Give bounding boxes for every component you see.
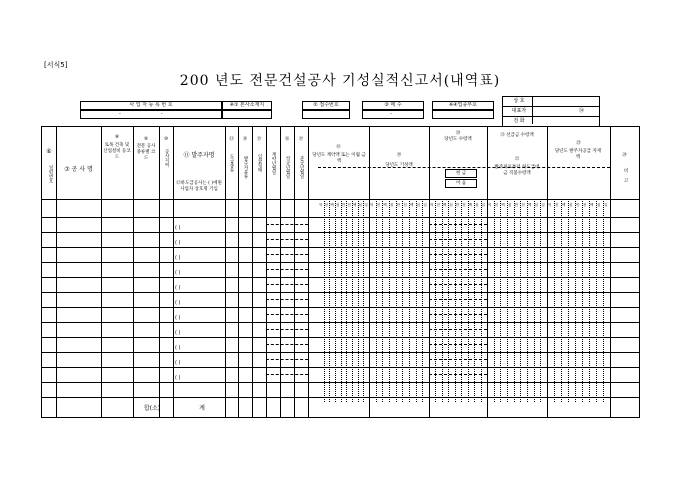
subcontract-paren[interactable]: ( ) [175, 375, 181, 381]
unit-label: 억 [370, 203, 374, 207]
unit-label: 십 [358, 203, 363, 207]
start-no: ⑯ [284, 137, 290, 142]
seal-mark: ㉞ [579, 108, 585, 114]
unit-label: 십 [449, 203, 453, 207]
subcontract-paren[interactable]: ( ) [175, 225, 181, 231]
unit-label: 천 [583, 203, 587, 207]
unit-label: 백 [590, 203, 594, 207]
unit-label: 백 [330, 203, 334, 207]
unit-label: 십 [416, 203, 421, 207]
unit-label: 십 [508, 203, 512, 207]
unit-label: 백 [383, 203, 387, 207]
advance-label: 선급금 수령액 [506, 133, 534, 138]
unit-label: 십 [597, 203, 601, 207]
received-no: ⑳ [455, 131, 461, 136]
form-number: [서식5] [44, 61, 68, 69]
unit-label: 백 [468, 203, 473, 207]
company-info-table [502, 96, 600, 127]
contract-date-label: 계약년월일 [271, 151, 276, 175]
bid-type-no: ⑮ [256, 137, 262, 142]
project-name-label: 공 사 명 [71, 166, 93, 173]
col8-no: ⑧ [114, 135, 120, 140]
serial-no: ⑥ [46, 148, 52, 155]
unit-label: 백 [410, 203, 414, 207]
unit-label: 천 [376, 203, 381, 207]
unit-label: 일 [481, 203, 485, 207]
unit-label: 십 [336, 203, 340, 207]
unit-label: 일 [604, 203, 608, 207]
total-label: 합(소) [143, 405, 161, 412]
own-material-label: 당년도 발주자공급 자재액 [554, 149, 602, 160]
unit-label: 일 [364, 203, 368, 207]
main-table [41, 126, 640, 418]
unit-label: 천 [403, 203, 407, 207]
contract-amount-no: ⑱ [336, 145, 341, 150]
unit-label: 천 [347, 203, 351, 207]
unit-label: 억 [548, 203, 552, 207]
complete-no: ⑰ [298, 137, 304, 142]
hq-location-label: ※① 본사소재지 [222, 101, 272, 110]
unit-label: 백 [353, 203, 357, 207]
unit-label: 억 [319, 203, 323, 207]
unit-label: 천 [324, 203, 329, 207]
unit-label: 만 [576, 203, 580, 207]
unit-label: 십 [534, 203, 539, 207]
subcontract-paren[interactable]: ( ) [175, 285, 181, 291]
unit-label: 백 [442, 203, 447, 207]
unit-label: 천 [494, 203, 499, 207]
complete-date-label: 준공년월일 [299, 155, 304, 179]
pages-label: ③ 매 수 [362, 101, 424, 110]
unit-label: 일 [541, 203, 545, 207]
unit-label: 억 [488, 203, 492, 207]
col10-label: 공사지역 [164, 149, 169, 167]
unit-label: 십 [390, 203, 394, 207]
subcontract-no: ⑫ [176, 181, 181, 186]
unit-label: 만 [341, 203, 346, 207]
industry-code-field[interactable] [432, 110, 494, 119]
sub-type-label: 도급종류 [229, 154, 234, 172]
subcontract-paren[interactable]: ( ) [175, 330, 181, 336]
unit-label: 천 [462, 203, 466, 207]
unit-label: 만 [514, 203, 519, 207]
orderer-type-label: 발주자분류 [243, 155, 248, 179]
unit-label: 천 [436, 203, 440, 207]
phone-label: 전 화 [513, 118, 525, 124]
representative-label: 대표자 [511, 108, 527, 114]
biz-reg-no-field[interactable]: - - [80, 110, 222, 119]
subcontract-paren[interactable]: ( ) [175, 360, 181, 366]
performance-no: ⑲ [396, 153, 402, 158]
unit-label: 십 [569, 203, 573, 207]
trade-name-label: 상 호 [513, 98, 525, 104]
col9-no: ⑨ [143, 137, 149, 142]
subcontract-paren[interactable]: ( ) [175, 270, 181, 276]
industry-code-label: ※④업종부호 [432, 101, 494, 110]
pages-field[interactable]: - [362, 110, 424, 119]
subcontract-paren[interactable]: ( ) [175, 345, 181, 351]
unit-label: 백 [528, 203, 532, 207]
unit-label: 일 [423, 203, 427, 207]
unit-label: 백 [562, 203, 566, 207]
received-label: 당년도 수령액 [444, 137, 472, 142]
hq-location-field[interactable] [222, 110, 272, 119]
unit-label: 천 [555, 203, 559, 207]
advance-no: ㉑ [500, 133, 505, 138]
col10-no: ⑩ [163, 137, 169, 142]
direct-label: 발주처로부터 하도급대금 직불수령액 [494, 165, 540, 176]
cash-label: 현 금 [445, 169, 477, 178]
direct-no: ㉒ [514, 157, 520, 162]
orderer-type-no: ⑭ [242, 137, 248, 142]
own-no: ㉓ [576, 141, 581, 146]
unit-label: 만 [396, 203, 401, 207]
receipt-no-field[interactable] [302, 110, 350, 119]
serial-label: 일련번호 [48, 165, 53, 183]
subcontract-paren[interactable]: ( ) [175, 255, 181, 261]
page-title: 200 년도 전문건설공사 기성실적신고서(내역표) [179, 73, 501, 89]
unit-label: 만 [455, 203, 460, 207]
bid-type-label: 입찰형태 [257, 154, 262, 172]
unit-label: 백 [501, 203, 505, 207]
start-date-label: 착공년월일 [285, 155, 290, 179]
biz-reg-no-label: 사 업 자 등 록 번 호 [80, 101, 222, 110]
contract-amount-label: 당년도 계약액 또는 이월 금액 [312, 153, 366, 164]
sub-no: ⑬ [229, 137, 234, 142]
col8-label: 토목 건축 및 산업설비 등코드 [103, 143, 131, 160]
col9-label: 전문 공사 종류별 코드 [136, 144, 156, 161]
performance-label: 당년도 기성액 [385, 163, 413, 168]
unit-label: 천 [521, 203, 525, 207]
unit-label: 억 [430, 203, 434, 207]
total-suffix: 계 [199, 405, 205, 412]
remark-label: 비 고 [623, 168, 628, 182]
subcontract-paren[interactable]: ( ) [175, 240, 181, 246]
unit-label: 십 [475, 203, 479, 207]
bill-label: 어 음 [445, 179, 477, 188]
project-no: ⑦ [64, 166, 70, 173]
subcontract-paren[interactable]: ( ) [175, 315, 181, 321]
subcontract-paren[interactable]: ( ) [175, 300, 181, 306]
orderer-no: ⑪ [183, 152, 190, 159]
receipt-no-label: ② 접수번호 [302, 101, 350, 110]
subcontract-note: 하도급공사는 ( )에원사업자 상호명 기입 [180, 181, 222, 192]
orderer-label: 발주자명 [191, 152, 215, 159]
remark-no: ㉔ [622, 153, 627, 158]
